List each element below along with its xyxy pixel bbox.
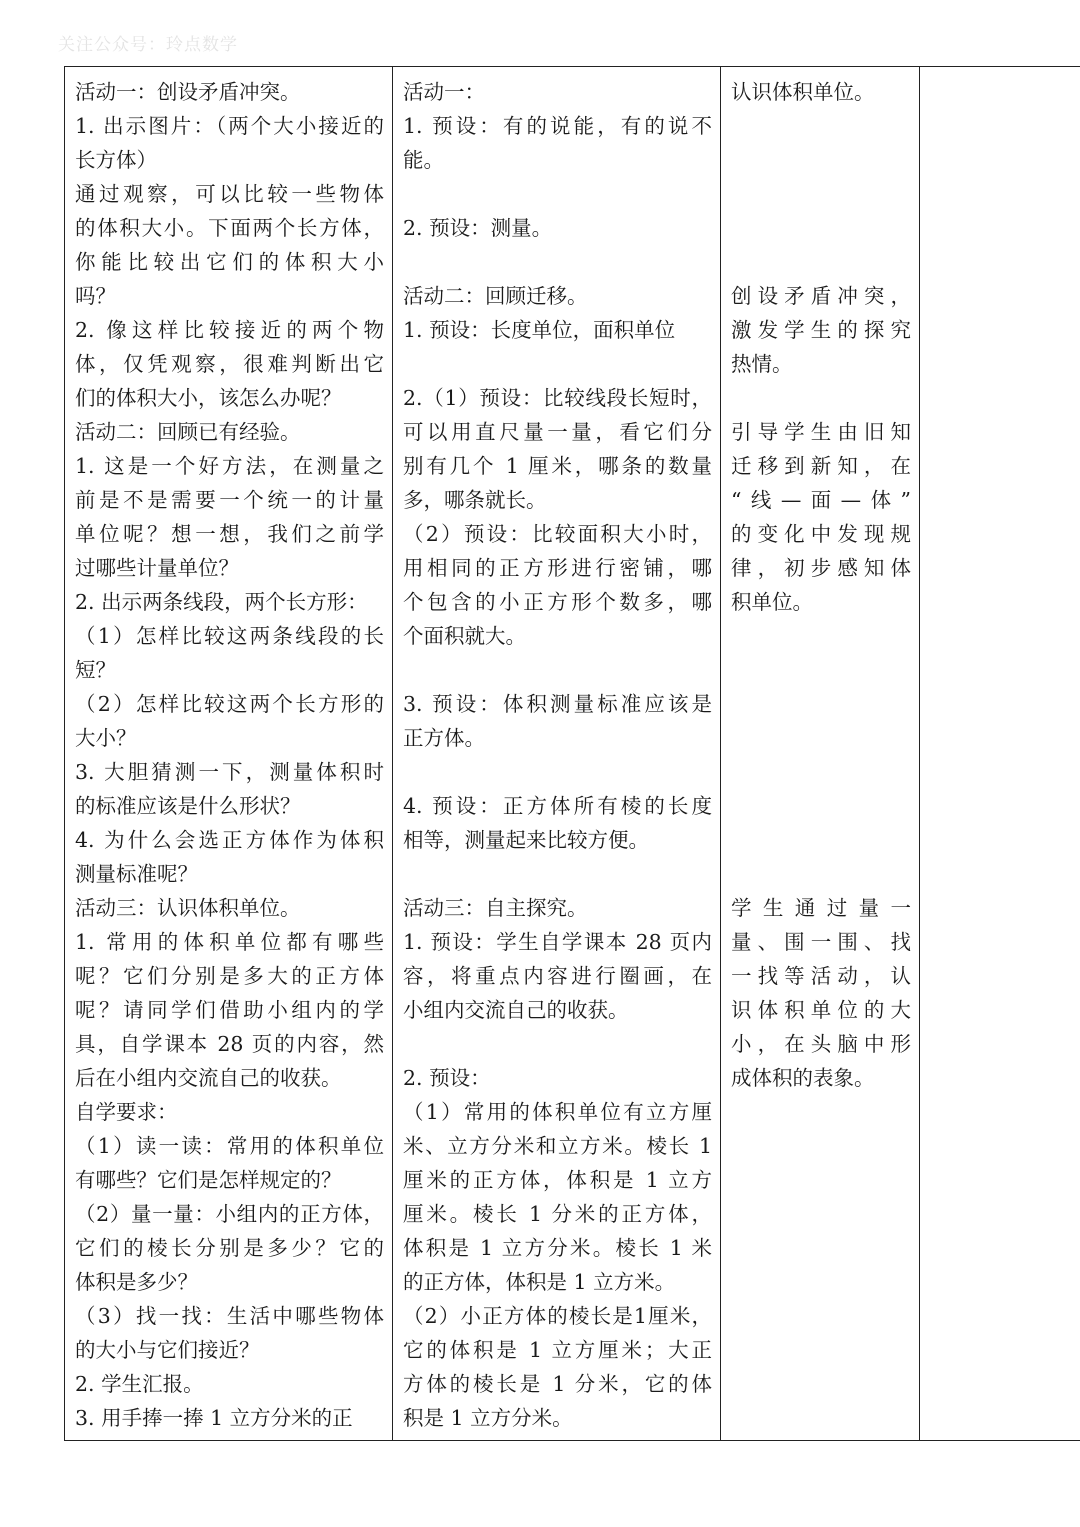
text-line	[403, 347, 712, 381]
text-line: 的体积大小。下面两个长方体，	[75, 216, 384, 240]
text-line: 迁移到新知，在	[731, 454, 911, 478]
text-line: 呢？它们分别是多大的正方体	[75, 964, 384, 988]
text-line: 2. 预设：测量。	[403, 216, 553, 240]
text-line: 3. 用手捧一捧 1 立方分米的正	[75, 1406, 353, 1430]
text-line: 容，将重点内容进行圈画，在	[403, 964, 712, 988]
text-line: 体，仅凭观察，很难判断出它	[75, 352, 384, 376]
lesson-plan-table	[64, 66, 1080, 1441]
text-line: 小组内交流自己的收获。	[403, 998, 629, 1022]
text-line	[403, 755, 712, 789]
text-line: 长方体）	[75, 148, 157, 172]
text-line: 小，在头脑中形	[731, 1032, 911, 1056]
text-line	[731, 177, 911, 211]
text-line: 活动二：回顾已有经验。	[75, 420, 301, 444]
text-line	[731, 687, 911, 721]
text-line: 能。	[403, 148, 444, 172]
text-line: 厘米的正方体，体积是 1 立方	[403, 1168, 712, 1192]
text-line: 活动二：回顾迁移。	[403, 284, 588, 308]
text-line: 体积是 1 立方分米。棱长 1 米	[403, 1236, 712, 1260]
text-line: （2）小正方体的棱长是1厘米，	[403, 1304, 712, 1328]
text-line: 1. 常用的体积单位都有哪些	[75, 930, 384, 954]
text-line: 1. 这是一个好方法，在测量之	[75, 454, 384, 478]
text-line: 活动三：自主探究。	[403, 896, 588, 920]
text-line: 积是 1 立方分米。	[403, 1406, 573, 1430]
text-line: 有哪些？它们是怎样规定的？	[75, 1168, 342, 1192]
teacher-activity-lines	[75, 75, 384, 1435]
text-line	[731, 653, 911, 687]
text-line: 1. 预设：有的说能，有的说不	[403, 114, 712, 138]
text-line: 的变化中发现规	[731, 522, 911, 546]
text-line: 正方体。	[403, 726, 485, 750]
text-line: 多，哪条就长。	[403, 488, 547, 512]
text-line: 它的体积是 1 立方厘米；大正	[403, 1338, 712, 1362]
text-line: 别有几个 1 厘米，哪条的数量	[403, 454, 712, 478]
text-line: 活动三：认识体积单位。	[75, 896, 301, 920]
text-line	[731, 857, 911, 891]
student-activity-lines	[403, 75, 712, 1435]
text-line	[731, 109, 911, 143]
text-line: （1）读一读：常用的体积单位	[75, 1134, 384, 1158]
text-line: 单位呢？想一想，我们之前学	[75, 522, 384, 546]
text-line: 2. 学生汇报。	[75, 1372, 204, 1396]
text-line: （2）量一量：小组内的正方体，	[75, 1202, 384, 1226]
text-line: 3. 预设：体积测量标准应该是	[403, 692, 712, 716]
text-line	[731, 755, 911, 789]
text-line	[731, 143, 911, 177]
text-line: 活动一：创设矛盾冲突。	[75, 80, 301, 104]
text-line: 量、围一围、找	[731, 930, 911, 954]
text-line: 2. 出示两条线段，两个长方形：	[75, 590, 368, 614]
text-line: 具，自学课本 28 页的内容，然	[75, 1032, 384, 1056]
text-line: 测量标准呢？	[75, 862, 198, 886]
text-line: 相等，测量起来比较方便。	[403, 828, 649, 852]
text-line: 热情。	[731, 352, 793, 376]
text-line: 学生通过量一	[731, 896, 911, 920]
text-line: 3. 大胆猜测一下，测量体积时	[75, 760, 384, 784]
text-line: 律，初步感知体	[731, 556, 911, 580]
text-line: 创设矛盾冲突，	[731, 284, 911, 308]
text-line: 积单位。	[731, 590, 813, 614]
text-line	[403, 177, 712, 211]
text-line: 短？	[75, 658, 116, 682]
text-line: 方体的棱长是 1 分米，它的体	[403, 1372, 712, 1396]
text-line: 它们的棱长分别是多少？它的	[75, 1236, 384, 1260]
text-line: 自学要求：	[75, 1100, 178, 1124]
text-line: 成体积的表象。	[731, 1066, 875, 1090]
text-line: 呢？请同学们借助小组内的学	[75, 998, 384, 1022]
text-line: （1）怎样比较这两条线段的长	[75, 624, 384, 648]
text-line: 认识体积单位。	[731, 80, 875, 104]
text-line: 过哪些计量单位？	[75, 556, 239, 580]
text-line: 活动一：	[403, 80, 485, 104]
design-intent-lines	[731, 75, 911, 1095]
text-line: 吗？	[75, 284, 116, 308]
text-line: 可以用直尺量一量，看它们分	[403, 420, 712, 444]
text-line: 厘米。棱长 1 分米的正方体，	[403, 1202, 712, 1226]
text-line: 的正方体，体积是 1 立方米。	[403, 1270, 676, 1294]
teacher-activity-cell	[65, 67, 393, 1441]
text-line	[403, 1027, 712, 1061]
text-line: 2. 像这样比较接近的两个物	[75, 318, 384, 342]
text-line: 引导学生由旧知	[731, 420, 911, 444]
text-line: （3）找一找：生活中哪些物体	[75, 1304, 384, 1328]
text-line	[403, 245, 712, 279]
text-line: 2.（1）预设：比较线段长短时，	[403, 386, 712, 410]
text-line: 你能比较出它们的体积大小	[75, 250, 384, 274]
text-line: “线—面—体”	[731, 488, 911, 512]
text-line: 后在小组内交流自己的收获。	[75, 1066, 342, 1090]
text-line: 1. 出示图片：（两个大小接近的	[75, 114, 384, 138]
text-line: 个包含的小正方形个数多，哪	[403, 590, 712, 614]
text-line: （1）常用的体积单位有立方厘	[403, 1100, 712, 1124]
notes-cell	[920, 67, 1080, 1441]
text-line: 通过观察，可以比较一些物体	[75, 182, 384, 206]
text-line: 大小？	[75, 726, 137, 750]
text-line: 体积是多少？	[75, 1270, 198, 1294]
text-line: 米、立方分米和立方米。棱长 1	[403, 1134, 712, 1158]
text-line: 1. 预设：长度单位，面积单位	[403, 318, 676, 342]
text-line	[731, 823, 911, 857]
text-line	[731, 619, 911, 653]
text-line	[731, 245, 911, 279]
text-line: 一找等活动，认	[731, 964, 911, 988]
design-intent-cell	[721, 67, 920, 1441]
text-line	[731, 789, 911, 823]
text-line	[731, 211, 911, 245]
text-line: 们的体积大小，该怎么办呢？	[75, 386, 342, 410]
student-activity-cell	[393, 67, 721, 1441]
text-line: 个面积就大。	[403, 624, 526, 648]
watermark-text: 关注公众号：玲点数学	[58, 35, 238, 55]
text-line	[403, 653, 712, 687]
text-line: 2. 预设：	[403, 1066, 491, 1090]
text-line: 的大小与它们接近？	[75, 1338, 260, 1362]
text-line	[403, 857, 712, 891]
text-line	[731, 381, 911, 415]
text-line: 激发学生的探究	[731, 318, 911, 342]
text-line: 4. 预设：正方体所有棱的长度	[403, 794, 712, 818]
text-line	[731, 721, 911, 755]
text-line: 前是不是需要一个统一的计量	[75, 488, 384, 512]
text-line: 用相同的正方形进行密铺，哪	[403, 556, 712, 580]
table-row	[65, 67, 1080, 1441]
text-line: （2）预设：比较面积大小时，	[403, 522, 712, 546]
text-line: 识体积单位的大	[731, 998, 911, 1022]
text-line: 的标准应该是什么形状？	[75, 794, 301, 818]
text-line: 1. 预设：学生自学课本 28 页内	[403, 930, 712, 954]
text-line: 4. 为什么会选正方体作为体积	[75, 828, 384, 852]
text-line: （2）怎样比较这两个长方形的	[75, 692, 384, 716]
